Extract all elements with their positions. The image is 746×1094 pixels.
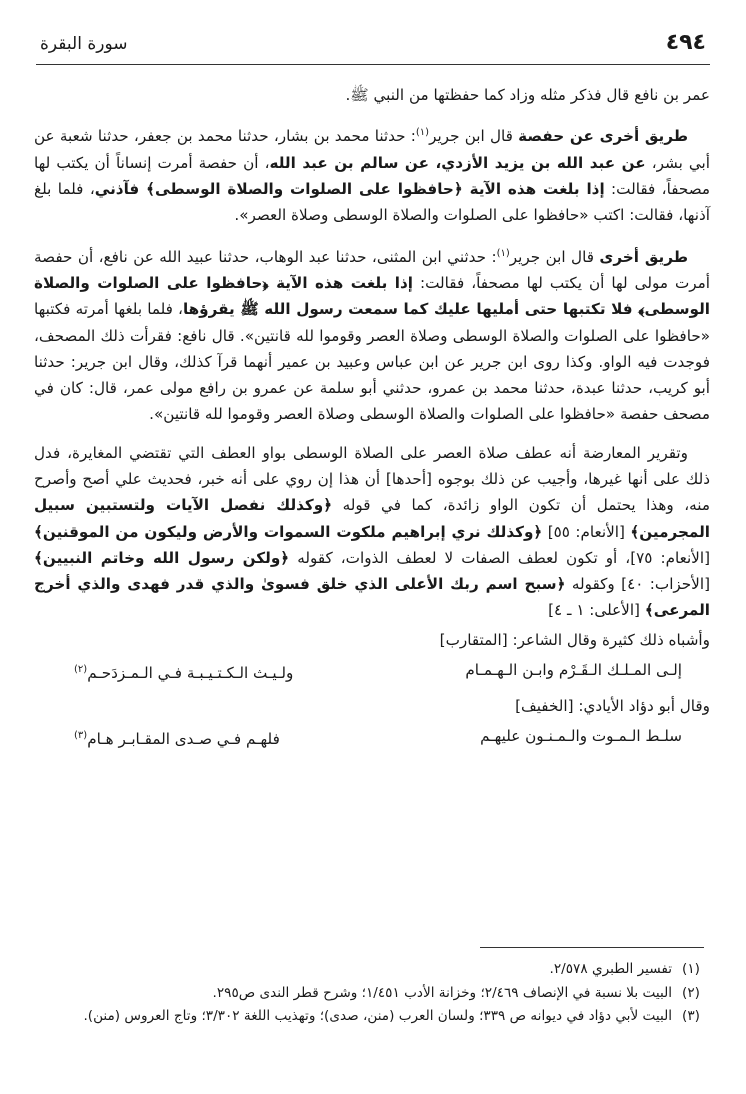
quran-quote: ﴿ولكن رسول الله وخاتم النبيين﴾: [34, 548, 290, 567]
paragraph-hafsa-route-2: طريق أخرى قال ابن جرير$^{(١)}$: حدثني ابن المثنى، حدثنا عبد الوهاب، حدثنا عبيد الله عن نافع، أن حفصة أمرت مولى لها أن يكتب لها مصحفاً، فقالت: إذا بلغت هذه الآية ﴿حافظوا على الصلوات والصلاة الوسطى﴾ فلا تكتبها حتى أمليها عليك كما سمعت رسول الله ﷺ يقرؤها، فلما بلغها أمرته فكتبها «حافظوا على الصلوات والصلاة الوسطى وصلاة العصر وقوموا لله قانتين». قال نافع: فقرأت ذلك المصحف، فوجدت فيه الواو. وكذا روى ابن جرير عن ابن عباس وعبيد بن عمير أنهما قرآ كذلك، وقال ابن جرير: حدثنا أبو كريب، حدثنا عبدة، حدثنا محمد بن عمرو، حدثني أبو سلمة عن عمرو بن رافع مولى عمر، قال: كان في مصحف حفصة «حافظوا على الصلوات والصلاة الوسطى وصلاة العصر وقوموا لله قانتين».: [34, 247, 711, 424]
footnote-ref: (٢): [74, 663, 88, 675]
footnotes: [34, 958, 710, 1029]
footnote-text: تفسير الطبري ٢/٥٧٨.: [549, 961, 672, 977]
footnote-ref: (١): [415, 127, 430, 139]
verse-1-first-hemistich: إلـى المـلـك الـقَـرْم وابـن الـهـمـام: [465, 660, 682, 679]
footnote-item: [34, 1005, 710, 1028]
paragraph-0: عمر بن نافع قال فذكر مثله وزاد كما حفظتها من النبي ﷺ.: [345, 86, 710, 104]
verse-2: [34, 723, 710, 756]
poetry-intro-2: وقال أبو دؤاد الأيادي: [الخفيف]: [515, 696, 710, 715]
verse-1-second-hemistich: ولـيـث الـكـتـيـبـة فـي الـمـزدَحـم$^{(٢)}$: [74, 663, 294, 682]
paragraph-refutation: وتقرير المعارضة أنه عطف صلاة العصر على الصلاة الوسطى بواو العطف التي تقتضي المغايرة، فدل ذلك على أنها غيرها، وأجيب عن ذلك بوجوه [أحدها] أن هذا إن روي على أنه خبر، فحديث علي أصح وأصرح منه، وهذا يحتمل أن تكون الواو زائدة، كما في قوله ﴿وكذلك نفصل الآيات ولتستبين سبيل المجرمين﴾ [الأنعام: ٥٥] ﴿وكذلك نري إبراهيم ملكوت السموات والأرض وليكون من الموقنين﴾ [الأنعام: ٧٥]، أو تكون لعطف الصفات لا لعطف الذوات، كقوله ﴿ولكن رسول الله وخاتم النبيين﴾ [الأحزاب: ٤٠] وكقوله ﴿سبح اسم ربك الأعلى الذي خلق فسوىٰ والذي قدر فهدى والذي أخرج المرعى﴾ [الأعلى: ١ ـ ٤]: [34, 443, 710, 620]
verse-1: [34, 657, 710, 690]
header-rule: [36, 64, 710, 65]
route-heading: طريق أخرى عن حفصة: [518, 127, 688, 146]
quran-quote: ﴿وكذلك نفصل الآيات ولتستبين سبيل المجرمين﴾: [34, 496, 710, 541]
footnote-item: [34, 958, 710, 981]
poetry-intro-1: وأشباه ذلك كثيرة وقال الشاعر: [المتقارب]: [439, 630, 710, 649]
footnote-number: (٣): [682, 1008, 700, 1024]
verse-2-second-hemistich: فلهـم فـي صـدى المقـابـر هـام$^{(٣)}$: [74, 729, 280, 748]
footnote-item: [34, 982, 710, 1005]
paragraph-hafsa-route-1: طريق أخرى عن حفصة قال ابن جرير$^{(١)}$: حدثنا محمد بن بشار، حدثنا محمد بن جعفر، حدثنا شعبة عن أبي بشر، عن عبد الله بن يزيد الأزدي، عن سالم بن عبد الله، أن حفصة أمرت إنساناً أن يكتب لها مصحفاً، فقالت: إذا بلغت هذه الآية ﴿حافظوا على الصلوات والصلاة الوسطى﴾ فآذني، فلما بلغ آذنها، فقالت: اكتب «حافظوا على الصلوات والصلاة الوسطى وصلاة العصر».: [34, 127, 710, 225]
footnote-rule: [480, 947, 704, 948]
surah-title: سورة البقرة: [40, 34, 128, 54]
page-number: ٤٩٤: [665, 30, 706, 55]
verse-2-first-hemistich: سلـط الـمـوت والـمـنـون عليهـم: [480, 726, 682, 745]
footnote-ref: (٣): [74, 729, 88, 741]
footnote-text: البيت بلا نسبة في الإنصاف ٢/٤٦٩؛ وخزانة الأدب ١/٤٥١؛ وشرح قطر الندى ص٢٩٥.: [212, 984, 672, 1001]
footnote-number: (٢): [682, 984, 700, 1001]
route-heading: طريق أخرى: [599, 247, 688, 266]
footnote-ref: (١): [496, 247, 510, 259]
footnote-number: (١): [682, 961, 700, 977]
quran-quote: ﴿وكذلك نري إبراهيم ملكوت السموات والأرض وليكون من الموقنين﴾: [34, 522, 543, 541]
footnote-text: البيت لأبي دؤاد في ديوانه ص ٣٣٩؛ ولسان العرب (منن، صدى)؛ وتهذيب اللغة ٣/٣٠٢؛ وتاج العروس (منن).: [83, 1008, 672, 1024]
main-text: [34, 82, 710, 756]
quran-quote: ﴿سبح اسم ربك الأعلى الذي خلق فسوىٰ والذي قدر فهدى والذي أخرج المرعى﴾: [34, 575, 710, 620]
